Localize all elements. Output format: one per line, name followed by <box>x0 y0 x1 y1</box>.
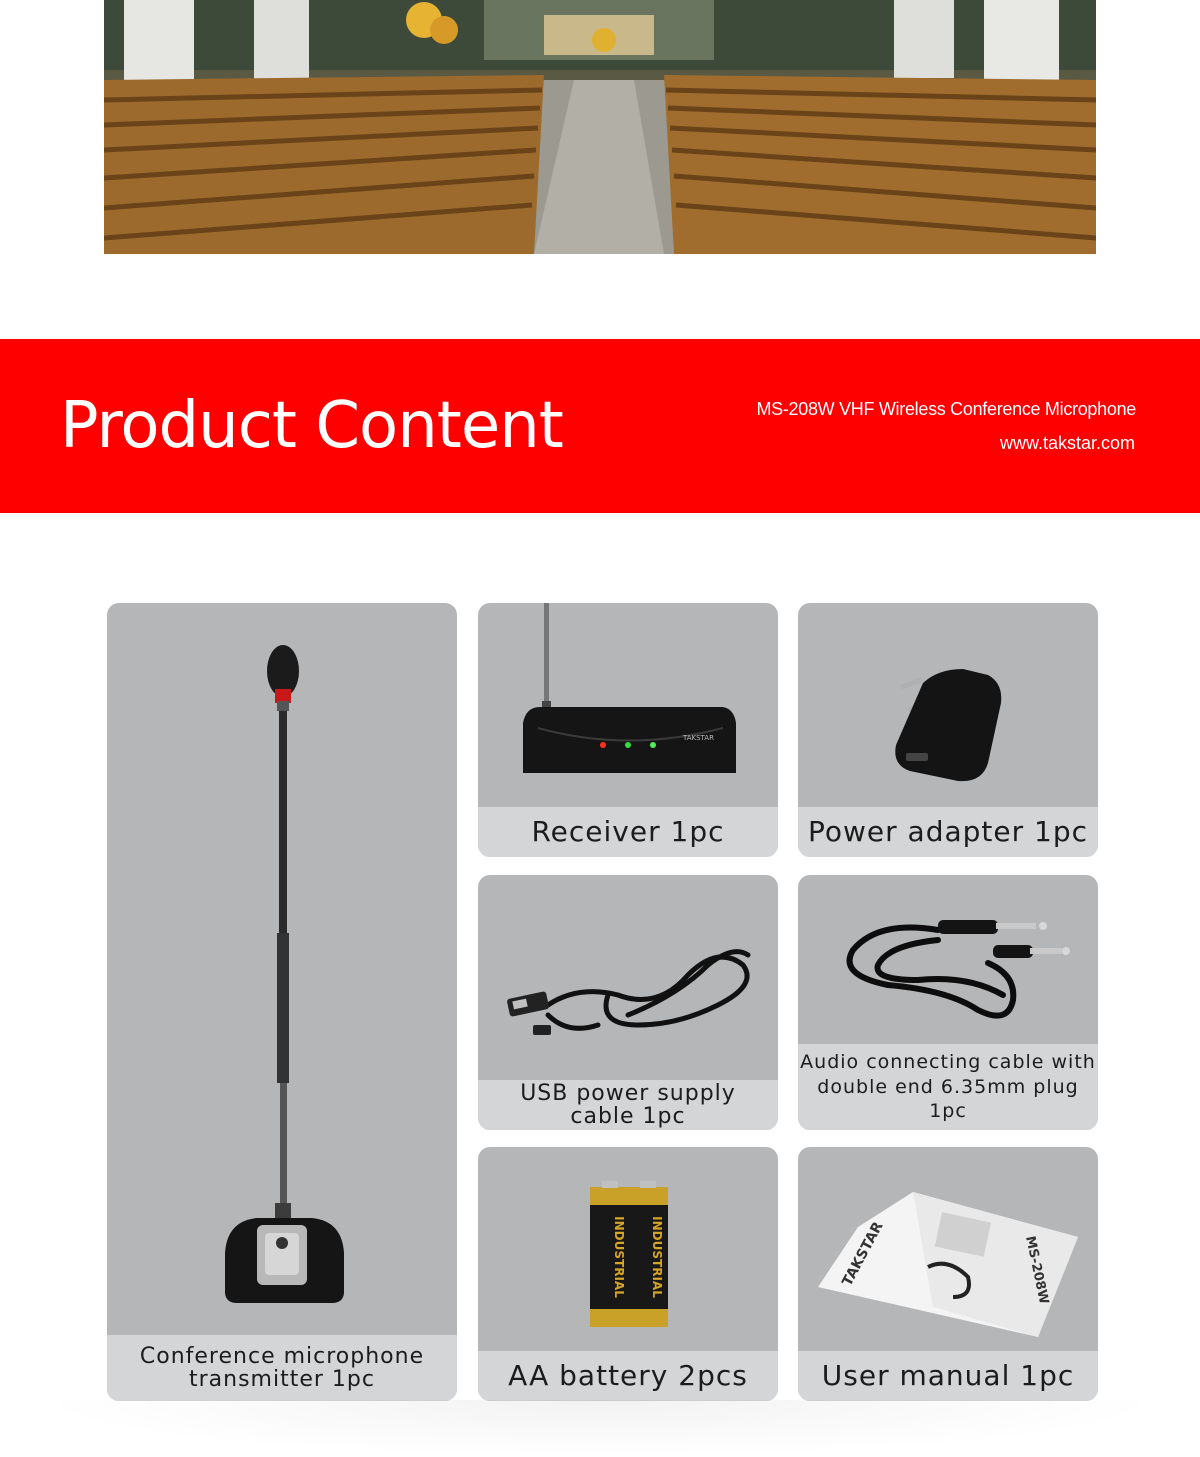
receiver-icon <box>478 603 778 811</box>
receiver-brand: TAKSTAR <box>683 734 714 742</box>
item-card-power-adapter <box>798 603 1098 857</box>
hero-photo <box>104 0 1096 254</box>
item-label: USB power supply cable 1pc <box>478 1080 778 1130</box>
section-title: Product Content <box>60 389 563 463</box>
manual-model: MS-208W <box>1022 1234 1052 1306</box>
item-label: Receiver 1pc <box>478 807 778 857</box>
aa-battery-icon <box>478 1147 778 1355</box>
product-content-banner <box>0 339 1200 513</box>
power-adapter-icon <box>798 603 1098 811</box>
item-label: Power adapter 1pc <box>798 807 1098 857</box>
item-label: AA battery 2pcs <box>478 1351 778 1401</box>
item-label: Conference microphone transmitter 1pc <box>107 1335 457 1401</box>
item-card-audio-cable <box>798 875 1098 1130</box>
battery-brand: INDUSTRIAL <box>650 1216 664 1298</box>
website-link[interactable]: www.takstar.com <box>999 433 1135 453</box>
item-label: Audio connecting cable with double end 6.35mm plug 1pc <box>798 1044 1098 1130</box>
floor-shadow <box>30 1400 1170 1457</box>
item-card-conference-microphone <box>107 603 457 1401</box>
manual-brand: TAKSTAR <box>839 1219 887 1289</box>
item-card-receiver <box>478 603 778 857</box>
usb-cable-icon <box>478 875 778 1084</box>
item-card-aa-battery <box>478 1147 778 1401</box>
item-label: User manual 1pc <box>798 1351 1098 1401</box>
user-manual-icon <box>798 1147 1098 1355</box>
audio-cable-icon <box>798 875 1098 1049</box>
item-card-usb-cable <box>478 875 778 1130</box>
item-card-user-manual <box>798 1147 1098 1401</box>
battery-brand: INDUSTRIAL <box>612 1216 626 1298</box>
product-name: MS-208W VHF Wireless Conference Microphone <box>756 399 1136 419</box>
conference-microphone-icon <box>107 603 457 1337</box>
